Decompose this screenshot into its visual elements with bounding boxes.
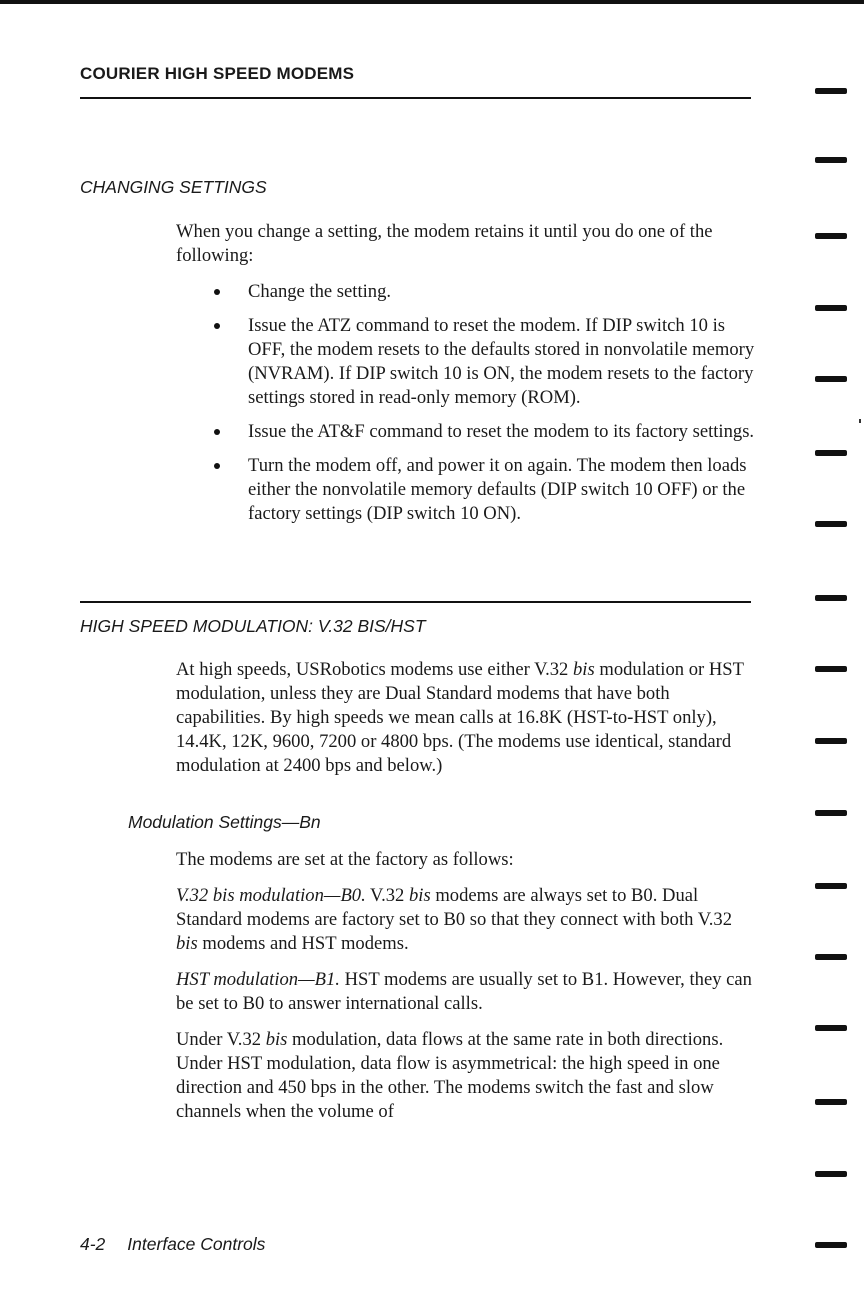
edge-mark xyxy=(815,883,847,889)
edge-mark xyxy=(815,1025,847,1031)
list-item: Issue the ATZ command to reset the modem. If DIP switch 10 is OFF, the modem resets to the defaults stored in nonvolatile memory (NVRAM). If DIP switch 10 is ON, the modem resets to the factory settings stored in read-only memory (ROM). xyxy=(176,314,766,410)
edge-mark xyxy=(815,305,847,311)
edge-mark xyxy=(815,521,847,527)
hst-paragraph: HST modulation—B1. HST modems are usually set to B1. However, they can be set to B0 to answer international calls. xyxy=(176,969,752,1014)
edge-mark xyxy=(815,738,847,744)
factory-paragraph: The modems are set at the factory as follows: xyxy=(176,849,514,870)
top-border-rule xyxy=(0,0,864,4)
edge-mark xyxy=(815,595,847,601)
subheading-modulation-settings: Modulation Settings—Bn xyxy=(128,812,321,832)
settings-bullet-list xyxy=(176,280,766,536)
page-footer xyxy=(80,1234,265,1255)
header-rule xyxy=(80,97,751,99)
bullet-icon xyxy=(214,289,220,295)
bullet-icon xyxy=(214,323,220,329)
footer-title: Interface Controls xyxy=(127,1234,266,1254)
section1-intro: When you change a setting, the modem retains it until you do one of the following: xyxy=(176,221,713,266)
section-heading-changing-settings: CHANGING SETTINGS xyxy=(80,177,267,197)
list-item: Turn the modem off, and power it on again. The modem then loads either the nonvolatile memory defaults (DIP switch 10 OFF) or the factory settings (DIP switch 10 ON). xyxy=(176,454,766,526)
edge-mark xyxy=(815,88,847,94)
list-item: Issue the AT&F command to reset the modem to its factory settings. xyxy=(176,420,766,444)
edge-mark xyxy=(815,450,847,456)
section-heading-high-speed-modulation: HIGH SPEED MODULATION: V.32 BIS/HST xyxy=(80,616,426,636)
v32-paragraph: V.32 bis modulation—B0. V.32 bis modems are always set to B0. Dual Standard modems are factory set to B0 so that they connect with both V.32 bis modems and HST modems. xyxy=(176,885,732,954)
edge-mark xyxy=(815,954,847,960)
edge-mark xyxy=(815,1099,847,1105)
edge-mark xyxy=(815,810,847,816)
page-number: 4-2 xyxy=(80,1234,106,1254)
section-rule xyxy=(80,601,751,603)
bullet-icon xyxy=(214,463,220,469)
edge-mark xyxy=(815,376,847,382)
bullet-icon xyxy=(214,429,220,435)
edge-mark xyxy=(815,666,847,672)
list-item: Change the setting. xyxy=(176,280,766,304)
under-paragraph: Under V.32 bis modulation, data flows at the same rate in both directions. Under HST modulation, data flow is asymmetrical: the high speed in one direction and 450 bps in the other. The modems switch the fast and slow channels when the volume of xyxy=(176,1029,724,1122)
running-header: COURIER HIGH SPEED MODEMS xyxy=(80,64,355,83)
edge-mark xyxy=(815,1171,847,1177)
edge-mark xyxy=(815,157,847,163)
section2-intro: At high speeds, USRobotics modems use either V.32 bis modulation or HST modulation, unless they are Dual Standard modems that have both capabilities. By high speeds we mean calls at 16.8K (HST-to-HST only), 14.4K, 12K, 9600, 7200 or 4800 bps. (The modems use identical, standard modulation at 2400 bps and below.) xyxy=(176,659,744,776)
edge-mark xyxy=(815,233,847,239)
edge-mark xyxy=(815,1242,847,1248)
section2-body xyxy=(176,848,756,1136)
scan-speck xyxy=(859,419,861,423)
